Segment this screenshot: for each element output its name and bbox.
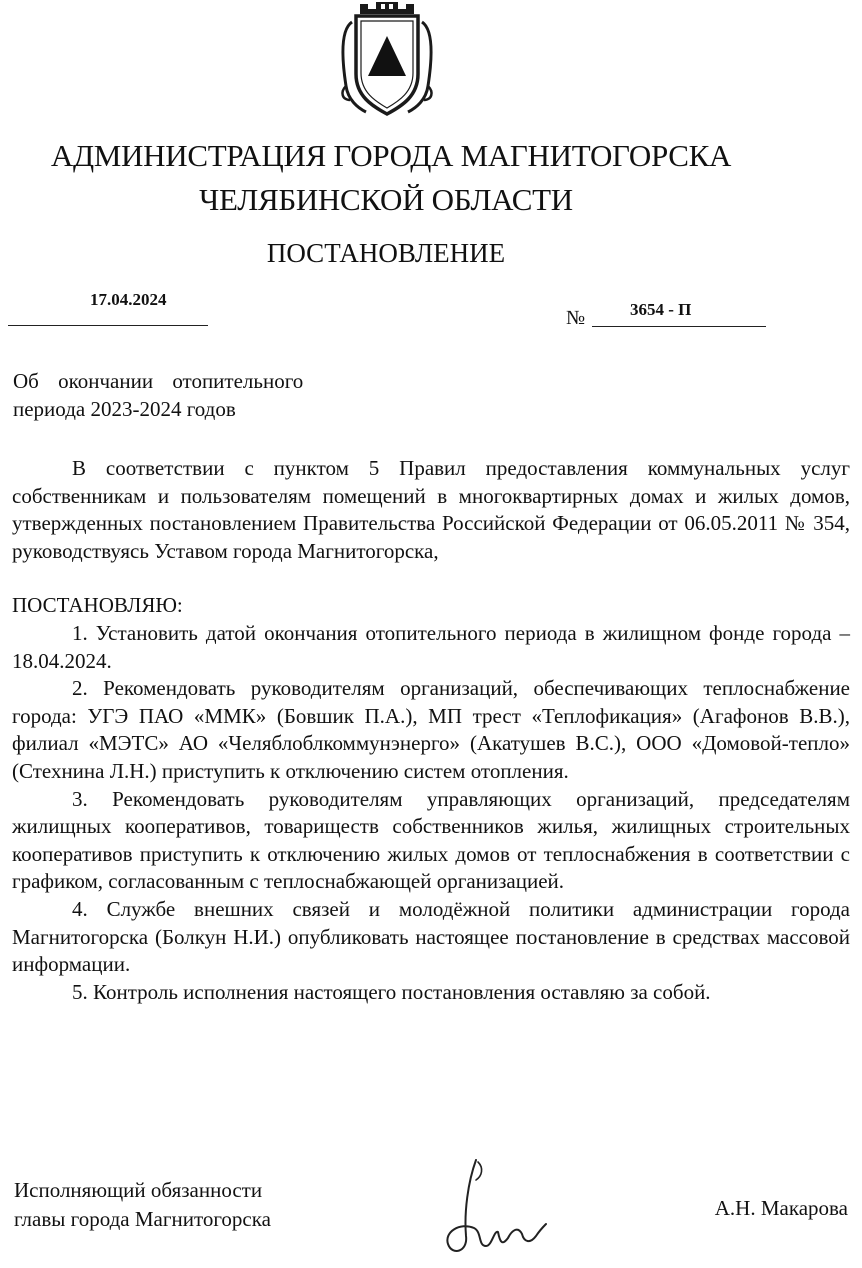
document-type: ПОСТАНОВЛЕНИЕ: [266, 238, 506, 268]
authority-region: ЧЕЛЯБИНСКОЙ ОБЛАСТИ: [199, 182, 573, 217]
signatory-title: [14, 1176, 271, 1234]
document-body: [12, 455, 850, 1006]
date-underline: [8, 325, 208, 326]
decree-item-5: 5. Контроль исполнения настоящего постановления оставляю за собой.: [72, 979, 711, 1004]
signatory-title-line-2: главы города Магнитогорска: [14, 1207, 271, 1231]
handwritten-signature-icon: [438, 1152, 550, 1260]
decree-item-3: 3. Рекомендовать руководителям управляющих организаций, председателям жилищных кооперативов, товариществ собственников жилья, жилищных строительных кооперативов приступить к отключению жилых домов от теплоснабжения в соответствии с графиком, согласованным с теплоснабжающей организацией.: [12, 786, 850, 894]
document-number: 3654 - П: [630, 300, 692, 319]
subject-line-1: Об окончании отопительного: [13, 369, 304, 393]
decree-item-4: 4. Службе внешних связей и молодёжной политики администрации города Магнитогорска (Болкун Н.И.) опубликовать настоящее постановление в средствах массовой информации.: [12, 896, 850, 977]
number-sign: №: [566, 307, 586, 329]
preamble-paragraph: В соответствии с пунктом 5 Правил предоставления коммунальных услуг собственникам и пользователям помещений в многоквартирных домах и жилых домов, утвержденных постановлением Правительства Российской Федерации от 06.05.2011 № 354, руководствуясь Уставом города Магнитогорска,: [12, 456, 850, 563]
number-underline: [592, 326, 766, 327]
document-date: 17.04.2024: [90, 290, 167, 309]
decree-item-2: 2. Рекомендовать руководителям организаций, обеспечивающих теплоснабжение города: УГЭ ПАО «ММК» (Бовшик П.А.), МП трест «Теплофикация» (Агафонов В.В.), филиал «МЭТС» АО «Челяблоблкоммунэнерго» (Акатушев В.С.), ООО «Домовой-тепло» (Стехнина Л.Н.) приступить к отключению систем отопления.: [12, 676, 850, 783]
city-coat-of-arms-icon: [336, 0, 438, 122]
authority-name: АДМИНИСТРАЦИЯ ГОРОДА МАГНИТОГОРСКА: [50, 138, 732, 173]
subject-line-2: периода 2023-2024 годов: [13, 397, 236, 421]
signatory-title-line-1: Исполняющий обязанности: [14, 1178, 263, 1202]
decree-word: ПОСТАНОВЛЯЮ:: [12, 593, 183, 618]
signatory-name: А.Н. Макарова: [714, 1196, 848, 1220]
document-subject: [13, 367, 303, 423]
decree-item-1: 1. Установить датой окончания отопительного периода в жилищном фонде города – 18.04.2024.: [12, 620, 850, 673]
